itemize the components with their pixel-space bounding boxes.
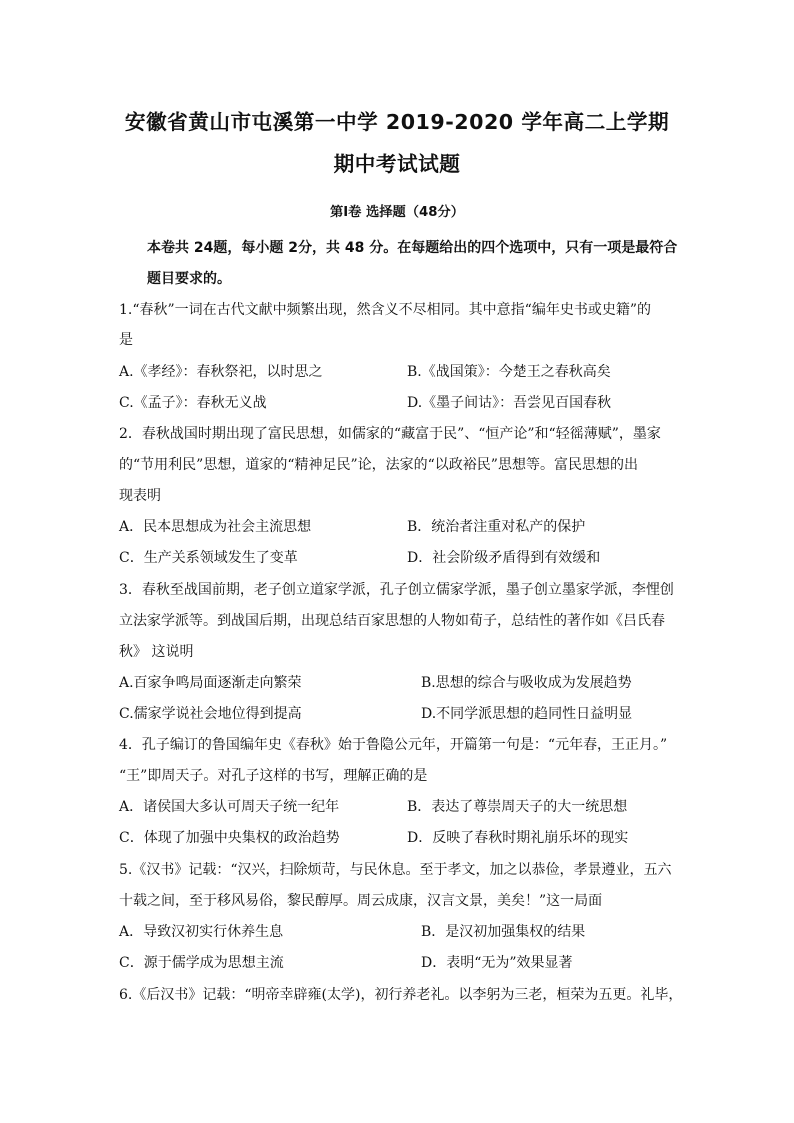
- exam-title-line2: 期中考试试题: [333, 152, 461, 176]
- option-b: B．统治者注重对私产的保护: [407, 519, 586, 535]
- question-stem-line: 4．孔子编订的鲁国编年史《春秋》始于鲁隐公元年，开篇第一句是：“元年春，王正月。”: [119, 737, 668, 753]
- exam-title-line1: 安徽省黄山市屯溪第一中学 2019-2020 学年高二上学期: [124, 110, 670, 134]
- option-a: A.百家争鸣局面逐渐走向繁荣: [119, 675, 302, 691]
- option-d: D.《墨子间诂》：吾尝见百国春秋: [407, 395, 612, 411]
- option-c: C.《孟子》：春秋无义战: [119, 395, 267, 411]
- option-c: C．源于儒学成为思想主流: [119, 955, 284, 971]
- option-b: B.《战国策》：今楚王之春秋高矣: [407, 364, 611, 380]
- option-a: A．诸侯国大多认可周天子统一纪年: [119, 799, 340, 815]
- instruction-line1: 本卷共 24题，每小题 2分，共 48 分。在每题给出的四个选项中，只有一项是最符合: [147, 240, 678, 256]
- option-b: B．是汉初加强集权的结果: [421, 924, 586, 940]
- option-d: D.不同学派思想的趋同性日益明显: [421, 706, 633, 722]
- question-stem-line: 1.“春秋”一词在古代文献中频繁出现，然含义不尽相同。其中意指“编年史书或史籍”的: [119, 302, 651, 318]
- question-stem-line: 2．春秋战国时期出现了富民思想，如儒家的“藏富于民”、“恒产论”和“轻徭薄赋”，墨家: [119, 426, 661, 442]
- option-c: C．生产关系领域发生了变革: [119, 550, 298, 566]
- option-b: B．表达了尊崇周天子的大一统思想: [407, 799, 628, 815]
- question-stem-line: 十载之间，至于移风易俗，黎民醇厚。周云成康，汉言文景，美矣！”这一局面: [119, 893, 603, 909]
- option-c: C.儒家学说社会地位得到提高: [119, 706, 302, 722]
- question-stem-line: 秋》 这说明: [119, 644, 194, 660]
- option-b: B.思想的综合与吸收成为发展趋势: [421, 675, 632, 691]
- section-heading: 第Ⅰ卷 选择题（48分）: [330, 205, 464, 220]
- option-a: A．导致汉初实行休养生息: [119, 924, 284, 940]
- question-stem-line: 6.《后汉书》记载：“明帝幸辟雍(太学)，初行养老礼。以李躬为三老，桓荣为五更。礼毕，: [119, 987, 683, 1003]
- question-stem-line: 5.《汉书》记载：“汉兴，扫除烦苛，与民休息。至于孝文，加之以恭俭，孝景遵业，五六: [119, 862, 672, 878]
- question-stem-line: 3．春秋至战国前期，老子创立道家学派，孔子创立儒家学派，墨子创立墨家学派，李悝创: [119, 582, 674, 598]
- option-d: D．表明“无为”效果显著: [421, 955, 573, 971]
- question-stem-line: 现表明: [119, 488, 161, 504]
- question-stem-line: 的“节用利民”思想，道家的“精神足民”论，法家的“以政裕民”思想等。富民思想的出: [119, 457, 638, 473]
- instruction-line2: 题目要求的。: [147, 271, 231, 287]
- option-a: A.《孝经》：春秋祭祀，以时思之: [119, 364, 323, 380]
- option-d: D．反映了春秋时期礼崩乐坏的现实: [407, 830, 629, 846]
- option-d: D．社会阶级矛盾得到有效缓和: [407, 550, 601, 566]
- question-stem-line: “王”即周天子。对孔子这样的书写，理解正确的是: [119, 768, 428, 784]
- question-stem-line: 立法家学派等。到战国后期，出现总结百家思想的人物如荀子，总结性的著作如《吕氏春: [119, 613, 665, 629]
- question-stem-line: 是: [119, 332, 133, 348]
- option-a: A．民本思想成为社会主流思想: [119, 519, 312, 535]
- option-c: C．体现了加强中央集权的政治趋势: [119, 830, 340, 846]
